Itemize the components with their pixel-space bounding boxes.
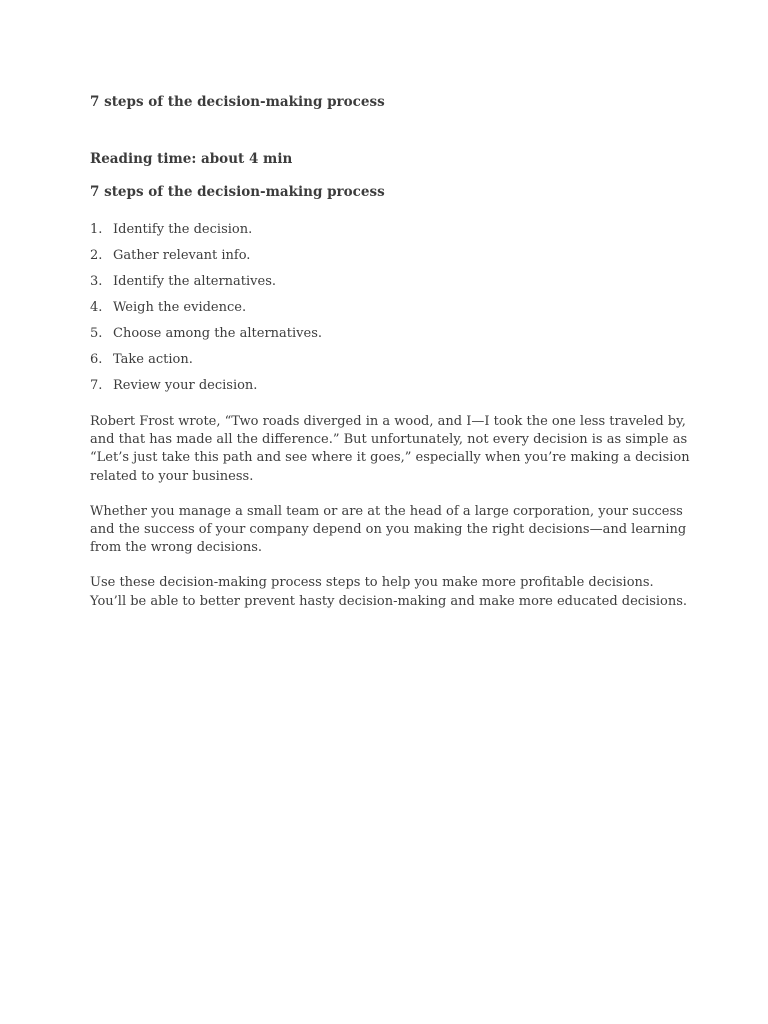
step-number: 5.: [90, 326, 103, 341]
list-item: [90, 248, 322, 274]
reading-time: Reading time: about 4 min: [90, 151, 293, 167]
list-item: [90, 300, 322, 326]
step-number: 3.: [90, 274, 103, 289]
step-text: Choose among the alternatives.: [113, 326, 323, 341]
step-number: 4.: [90, 300, 103, 315]
list-item: [90, 274, 322, 300]
list-item: [90, 378, 322, 404]
paragraph: Use these decision-making process steps to help you make more profitable decisions. You’ll be able to better prevent hasty decision-making and make more educated decisions.: [90, 575, 688, 609]
paragraph: Robert Frost wrote, “Two roads diverged in a wood, and I—I took the one less traveled by, and that has made all the difference.” But unfortunately, not every decision is as simple as “Let’s just take this path and see where it goes,” especially when you’re making a decision related to your business.: [90, 414, 690, 484]
list-item: [90, 352, 322, 378]
paragraph: Whether you manage a small team or are at the head of a large corporation, your success and the success of your company depend on you making the right decisions—and learning from the wrong decisions.: [90, 503, 687, 556]
list-item: [90, 326, 322, 352]
step-number: 2.: [90, 248, 103, 263]
document-title: 7 steps of the decision-making process: [90, 94, 385, 110]
step-text: Identify the decision.: [113, 222, 253, 237]
step-number: 6.: [90, 352, 103, 367]
step-number: 7.: [90, 378, 103, 393]
step-text: Weigh the evidence.: [113, 300, 247, 315]
step-text: Gather relevant info.: [113, 248, 251, 263]
step-number: 1.: [90, 222, 103, 237]
body-text: [90, 413, 690, 628]
step-text: Identify the alternatives.: [113, 274, 277, 289]
list-item: [90, 222, 322, 248]
step-text: Take action.: [113, 352, 193, 367]
steps-list: [90, 222, 322, 404]
step-text: Review your decision.: [113, 378, 258, 393]
section-heading: 7 steps of the decision-making process: [90, 184, 385, 200]
